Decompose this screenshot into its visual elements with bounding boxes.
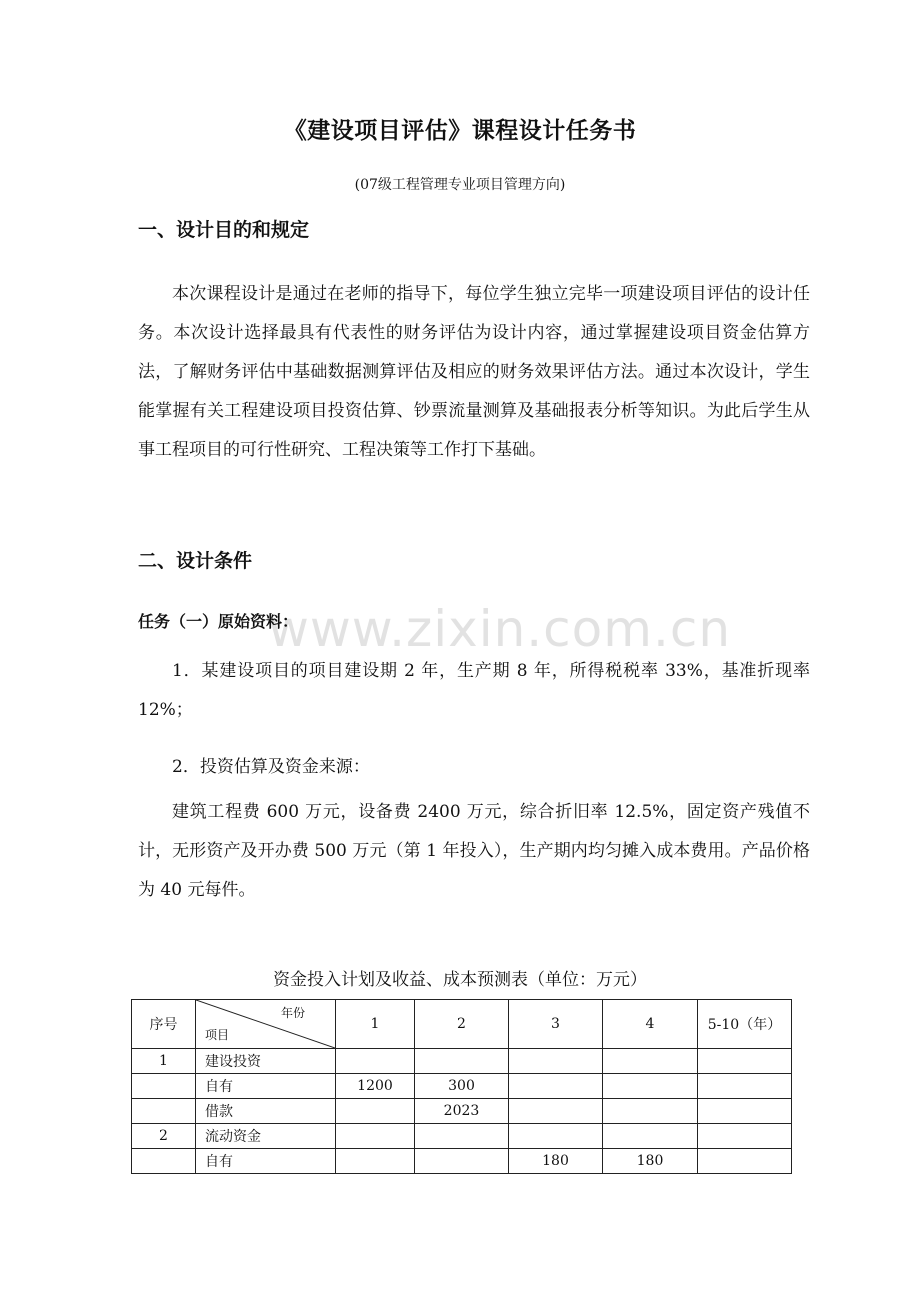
row-value — [698, 1099, 792, 1124]
row-value — [336, 1124, 415, 1149]
row-value — [336, 1149, 415, 1174]
row-seq: 2 — [132, 1124, 196, 1149]
header-seq: 序号 — [132, 1000, 196, 1049]
section1-heading: 一、设计目的和规定 — [138, 219, 310, 241]
watermark-text: www.zixin.com.cn — [268, 600, 732, 658]
header-year: 3 — [509, 1000, 603, 1049]
row-value: 300 — [415, 1074, 509, 1099]
section2-heading: 二、设计条件 — [138, 550, 253, 572]
header-year-label: 年份 — [280, 1006, 305, 1020]
task-item-1: 1．某建设项目的项目建设期 2 年，生产期 8 年，所得税税率 33%，基准折现率 12%； — [138, 661, 810, 720]
row-value — [603, 1124, 698, 1149]
row-value — [509, 1099, 603, 1124]
document-title: 《建设项目评估》课程设计任务书 — [283, 118, 637, 144]
header-year: 1 — [336, 1000, 415, 1049]
table-caption: 资金投入计划及收益、成本预测表（单位：万元） — [273, 970, 647, 990]
row-seq — [132, 1099, 196, 1124]
table-row — [132, 1099, 792, 1124]
row-seq: 1 — [132, 1049, 196, 1074]
task-item-2-detail: 建筑工程费 600 万元，设备费 2400 万元，综合折旧率 12.5%，固定资产残值不计，无形资产及开办费 500 万元（第 1 年投入），生产期内均匀摊入成本费用。产品价格为 40 元每件。 — [138, 802, 810, 900]
document-subtitle: (07级工程管理专业项目管理方向) — [354, 177, 566, 193]
row-seq — [132, 1149, 196, 1174]
row-seq — [132, 1074, 196, 1099]
row-value — [603, 1074, 698, 1099]
header-diagonal-cell — [196, 1000, 336, 1049]
row-value — [603, 1099, 698, 1124]
header-year: 4 — [603, 1000, 698, 1049]
row-value: 180 — [603, 1149, 698, 1174]
table-row — [132, 1074, 792, 1099]
row-value — [698, 1074, 792, 1099]
section1-paragraph: 本次课程设计是通过在老师的指导下，每位学生独立完毕一项建设项目评估的设计任务。本次设计选择最具有代表性的财务评估为设计内容，通过掌握建设项目资金估算方法，了解财务评估中基础数据测算评估及相应的财务效果评估方法。通过本次设计，学生能掌握有关工程建设项目投资估算、钞票流量测算及基础报表分析等知识。为此后学生从事工程项目的可行性研究、工程决策等工作打下基础。 — [138, 284, 810, 460]
table-row — [132, 1049, 792, 1074]
row-value — [698, 1049, 792, 1074]
header-year: 5-10（年） — [698, 1000, 792, 1049]
row-value — [509, 1049, 603, 1074]
row-value — [509, 1124, 603, 1149]
row-value — [415, 1124, 509, 1149]
row-value — [336, 1099, 415, 1124]
funding-table — [131, 999, 792, 1174]
row-item: 自有 — [196, 1149, 336, 1174]
task-item-2: 2．投资估算及资金来源： — [172, 757, 370, 777]
table-header-row — [132, 1000, 792, 1049]
row-item: 自有 — [196, 1074, 336, 1099]
row-value — [698, 1124, 792, 1149]
row-value — [603, 1049, 698, 1074]
row-item: 流动资金 — [196, 1124, 336, 1149]
row-value: 180 — [509, 1149, 603, 1174]
header-year: 2 — [415, 1000, 509, 1049]
row-value — [415, 1149, 509, 1174]
row-item: 建设投资 — [196, 1049, 336, 1074]
row-value: 1200 — [336, 1074, 415, 1099]
task-heading: 任务（一）原始资料： — [138, 612, 299, 631]
row-value: 2023 — [415, 1099, 509, 1124]
table-row — [132, 1149, 792, 1174]
row-value — [509, 1074, 603, 1099]
row-value — [698, 1149, 792, 1174]
table-row — [132, 1124, 792, 1149]
row-value — [415, 1049, 509, 1074]
header-item-label: 项目 — [205, 1028, 230, 1042]
row-value — [336, 1049, 415, 1074]
row-item: 借款 — [196, 1099, 336, 1124]
